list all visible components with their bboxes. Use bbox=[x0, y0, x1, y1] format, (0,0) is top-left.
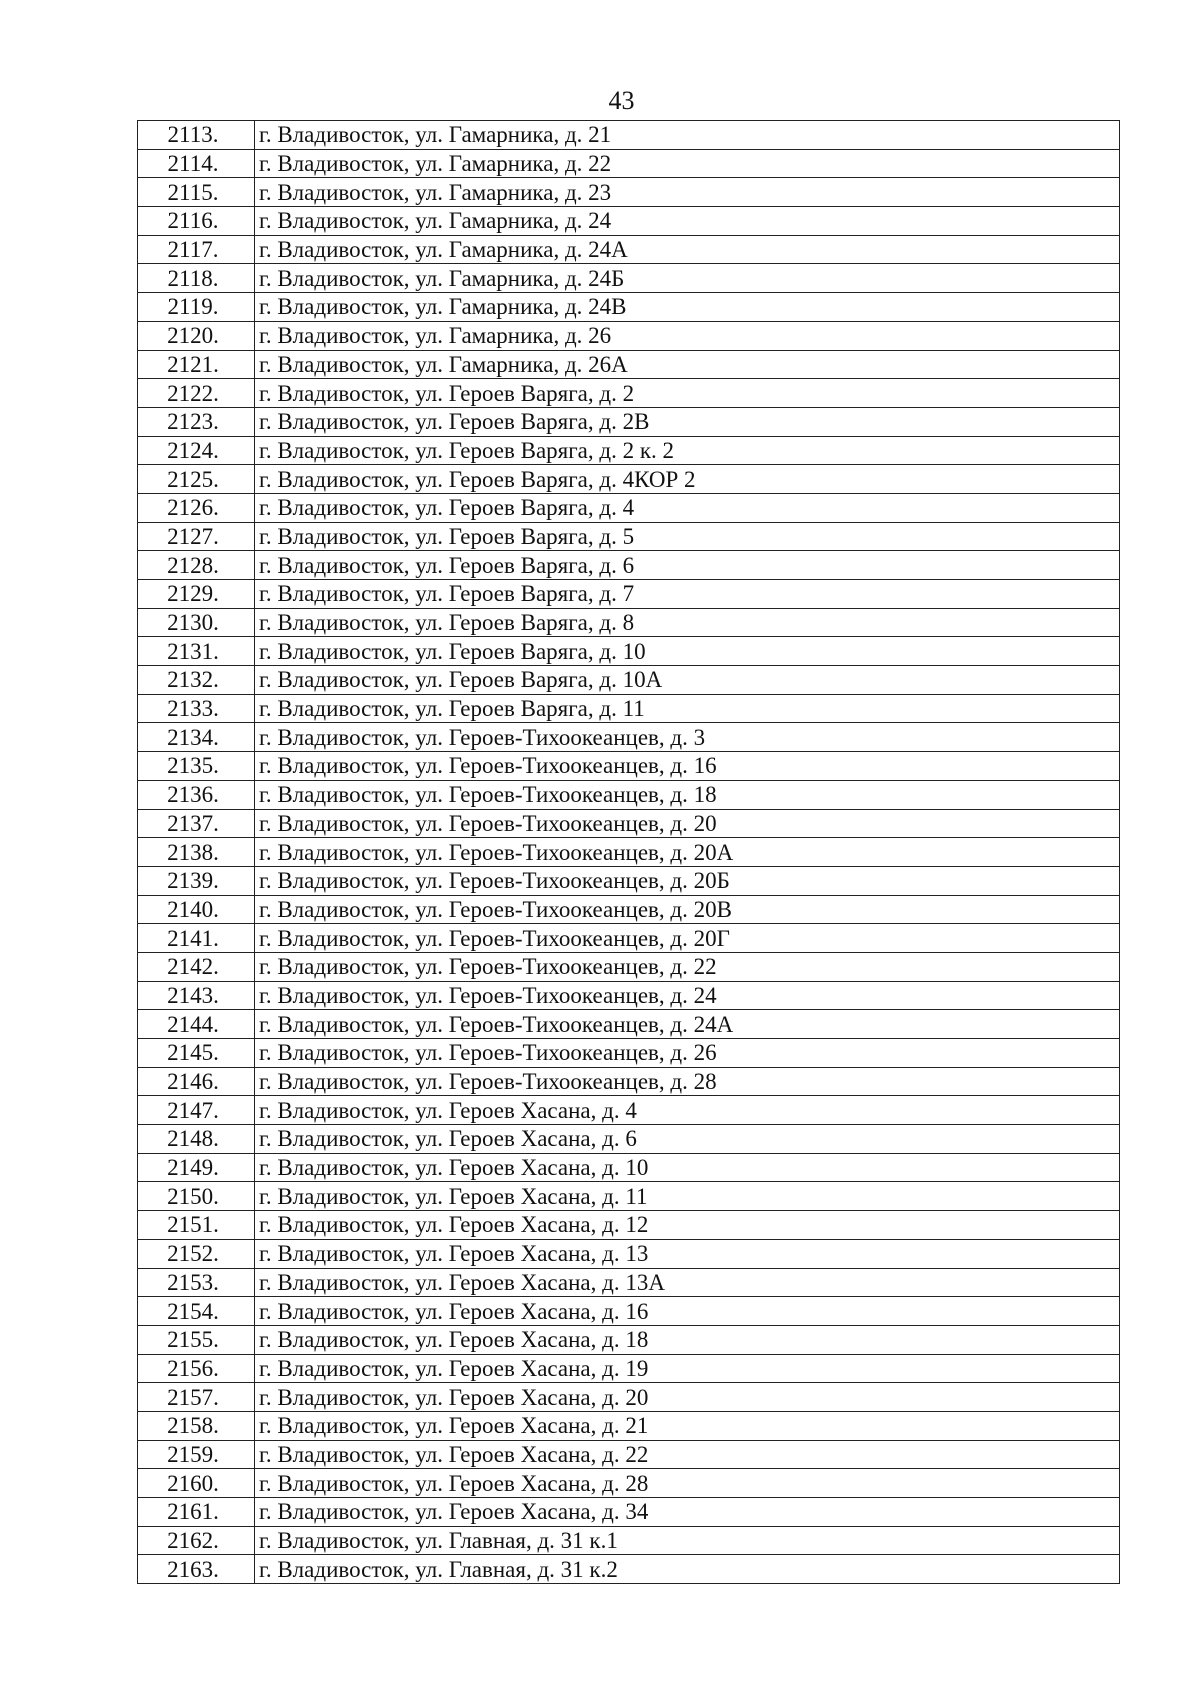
row-number-cell: 2161. bbox=[138, 1498, 255, 1527]
address-cell: г. Владивосток, ул. Героев Хасана, д. 10 bbox=[255, 1153, 1120, 1182]
table-row bbox=[138, 1211, 1120, 1240]
address-cell: г. Владивосток, ул. Гамарника, д. 23 bbox=[255, 178, 1120, 207]
address-cell: г. Владивосток, ул. Героев Хасана, д. 6 bbox=[255, 1125, 1120, 1154]
address-cell: г. Владивосток, ул. Героев-Тихоокеанцев, д. 24А bbox=[255, 1010, 1120, 1039]
address-cell: г. Владивосток, ул. Гамарника, д. 21 bbox=[255, 121, 1120, 150]
table-row bbox=[138, 1268, 1120, 1297]
table-row bbox=[138, 1354, 1120, 1383]
address-cell: г. Владивосток, ул. Героев Хасана, д. 20 bbox=[255, 1383, 1120, 1412]
address-cell: г. Владивосток, ул. Героев Хасана, д. 12 bbox=[255, 1211, 1120, 1240]
table-row bbox=[138, 838, 1120, 867]
table-row bbox=[138, 1411, 1120, 1440]
row-number-cell: 2133. bbox=[138, 694, 255, 723]
address-cell: г. Владивосток, ул. Героев Хасана, д. 13 bbox=[255, 1239, 1120, 1268]
table-row bbox=[138, 551, 1120, 580]
table-row bbox=[138, 1239, 1120, 1268]
row-number-cell: 2150. bbox=[138, 1182, 255, 1211]
page-number: 43 bbox=[608, 86, 635, 115]
table-row bbox=[138, 1526, 1120, 1555]
table-row bbox=[138, 465, 1120, 494]
address-cell: г. Владивосток, ул. Героев-Тихоокеанцев, д. 16 bbox=[255, 752, 1120, 781]
address-cell: г. Владивосток, ул. Героев-Тихоокеанцев, д. 28 bbox=[255, 1067, 1120, 1096]
table-row bbox=[138, 149, 1120, 178]
table-row bbox=[138, 780, 1120, 809]
row-number-cell: 2117. bbox=[138, 235, 255, 264]
row-number-cell: 2143. bbox=[138, 981, 255, 1010]
address-cell: г. Владивосток, ул. Героев-Тихоокеанцев, д. 22 bbox=[255, 952, 1120, 981]
address-cell: г. Владивосток, ул. Героев Хасана, д. 18 bbox=[255, 1325, 1120, 1354]
row-number-cell: 2118. bbox=[138, 264, 255, 293]
table-row bbox=[138, 866, 1120, 895]
row-number-cell: 2124. bbox=[138, 436, 255, 465]
table-row bbox=[138, 666, 1120, 695]
address-cell: г. Владивосток, ул. Гамарника, д. 22 bbox=[255, 149, 1120, 178]
row-number-cell: 2138. bbox=[138, 838, 255, 867]
address-cell: г. Владивосток, ул. Героев Варяга, д. 8 bbox=[255, 608, 1120, 637]
address-cell: г. Владивосток, ул. Героев-Тихоокеанцев, д. 20А bbox=[255, 838, 1120, 867]
table-row bbox=[138, 1182, 1120, 1211]
table-row bbox=[138, 321, 1120, 350]
address-cell: г. Владивосток, ул. Героев-Тихоокеанцев, д. 3 bbox=[255, 723, 1120, 752]
address-cell: г. Владивосток, ул. Героев Варяга, д. 7 bbox=[255, 580, 1120, 609]
address-cell: г. Владивосток, ул. Главная, д. 31 к.1 bbox=[255, 1526, 1120, 1555]
address-cell: г. Владивосток, ул. Гамарника, д. 24А bbox=[255, 235, 1120, 264]
row-number-cell: 2149. bbox=[138, 1153, 255, 1182]
table-row bbox=[138, 350, 1120, 379]
row-number-cell: 2159. bbox=[138, 1440, 255, 1469]
row-number-cell: 2121. bbox=[138, 350, 255, 379]
address-cell: г. Владивосток, ул. Героев-Тихоокеанцев, д. 24 bbox=[255, 981, 1120, 1010]
address-cell: г. Владивосток, ул. Главная, д. 31 к.2 bbox=[255, 1555, 1120, 1584]
table-row bbox=[138, 1039, 1120, 1068]
table-row bbox=[138, 895, 1120, 924]
row-number-cell: 2126. bbox=[138, 493, 255, 522]
row-number-cell: 2123. bbox=[138, 407, 255, 436]
address-cell: г. Владивосток, ул. Героев Хасана, д. 19 bbox=[255, 1354, 1120, 1383]
address-cell: г. Владивосток, ул. Героев-Тихоокеанцев, д. 18 bbox=[255, 780, 1120, 809]
address-cell: г. Владивосток, ул. Героев Хасана, д. 4 bbox=[255, 1096, 1120, 1125]
address-cell: г. Владивосток, ул. Героев Хасана, д. 16 bbox=[255, 1297, 1120, 1326]
table-row bbox=[138, 1125, 1120, 1154]
row-number-cell: 2139. bbox=[138, 866, 255, 895]
address-cell: г. Владивосток, ул. Гамарника, д. 26 bbox=[255, 321, 1120, 350]
table-row bbox=[138, 407, 1120, 436]
table-row bbox=[138, 1469, 1120, 1498]
row-number-cell: 2154. bbox=[138, 1297, 255, 1326]
address-cell: г. Владивосток, ул. Героев Варяга, д. 10 bbox=[255, 637, 1120, 666]
table-row bbox=[138, 1010, 1120, 1039]
table-row bbox=[138, 293, 1120, 322]
table-row bbox=[138, 1096, 1120, 1125]
row-number-cell: 2142. bbox=[138, 952, 255, 981]
table-row bbox=[138, 809, 1120, 838]
table-row bbox=[138, 379, 1120, 408]
table-row bbox=[138, 264, 1120, 293]
row-number-cell: 2130. bbox=[138, 608, 255, 637]
row-number-cell: 2160. bbox=[138, 1469, 255, 1498]
address-cell: г. Владивосток, ул. Героев Хасана, д. 22 bbox=[255, 1440, 1120, 1469]
address-cell: г. Владивосток, ул. Гамарника, д. 24В bbox=[255, 293, 1120, 322]
address-cell: г. Владивосток, ул. Героев Хасана, д. 34 bbox=[255, 1498, 1120, 1527]
row-number-cell: 2120. bbox=[138, 321, 255, 350]
row-number-cell: 2152. bbox=[138, 1239, 255, 1268]
table-row bbox=[138, 723, 1120, 752]
table-row bbox=[138, 522, 1120, 551]
table-row bbox=[138, 580, 1120, 609]
table-row bbox=[138, 608, 1120, 637]
row-number-cell: 2141. bbox=[138, 924, 255, 953]
address-cell: г. Владивосток, ул. Героев Варяга, д. 4КОР 2 bbox=[255, 465, 1120, 494]
row-number-cell: 2162. bbox=[138, 1526, 255, 1555]
row-number-cell: 2163. bbox=[138, 1555, 255, 1584]
row-number-cell: 2125. bbox=[138, 465, 255, 494]
row-number-cell: 2132. bbox=[138, 666, 255, 695]
row-number-cell: 2147. bbox=[138, 1096, 255, 1125]
row-number-cell: 2140. bbox=[138, 895, 255, 924]
row-number-cell: 2148. bbox=[138, 1125, 255, 1154]
table-row bbox=[138, 1297, 1120, 1326]
address-cell: г. Владивосток, ул. Героев Варяга, д. 6 bbox=[255, 551, 1120, 580]
address-cell: г. Владивосток, ул. Героев Варяга, д. 2 bbox=[255, 379, 1120, 408]
row-number-cell: 2122. bbox=[138, 379, 255, 408]
row-number-cell: 2146. bbox=[138, 1067, 255, 1096]
table-row bbox=[138, 1440, 1120, 1469]
row-number-cell: 2113. bbox=[138, 121, 255, 150]
address-cell: г. Владивосток, ул. Героев Варяга, д. 2В bbox=[255, 407, 1120, 436]
row-number-cell: 2114. bbox=[138, 149, 255, 178]
table-row bbox=[138, 1153, 1120, 1182]
row-number-cell: 2155. bbox=[138, 1325, 255, 1354]
address-cell: г. Владивосток, ул. Героев Варяга, д. 2 к. 2 bbox=[255, 436, 1120, 465]
table-row bbox=[138, 981, 1120, 1010]
table-row bbox=[138, 1383, 1120, 1412]
table-row bbox=[138, 924, 1120, 953]
row-number-cell: 2127. bbox=[138, 522, 255, 551]
row-number-cell: 2134. bbox=[138, 723, 255, 752]
table-row bbox=[138, 121, 1120, 150]
table-row bbox=[138, 207, 1120, 236]
table-row bbox=[138, 436, 1120, 465]
row-number-cell: 2158. bbox=[138, 1411, 255, 1440]
address-cell: г. Владивосток, ул. Героев Хасана, д. 11 bbox=[255, 1182, 1120, 1211]
table-row bbox=[138, 694, 1120, 723]
table-row bbox=[138, 178, 1120, 207]
address-cell: г. Владивосток, ул. Героев Варяга, д. 4 bbox=[255, 493, 1120, 522]
row-number-cell: 2115. bbox=[138, 178, 255, 207]
address-cell: г. Владивосток, ул. Героев Варяга, д. 5 bbox=[255, 522, 1120, 551]
row-number-cell: 2151. bbox=[138, 1211, 255, 1240]
address-cell: г. Владивосток, ул. Героев Хасана, д. 13А bbox=[255, 1268, 1120, 1297]
address-table bbox=[137, 120, 1120, 1584]
address-cell: г. Владивосток, ул. Гамарника, д. 24Б bbox=[255, 264, 1120, 293]
row-number-cell: 2128. bbox=[138, 551, 255, 580]
table-row bbox=[138, 637, 1120, 666]
table-row bbox=[138, 493, 1120, 522]
row-number-cell: 2119. bbox=[138, 293, 255, 322]
address-table-body bbox=[138, 121, 1120, 1584]
table-row bbox=[138, 952, 1120, 981]
address-cell: г. Владивосток, ул. Героев Варяга, д. 10А bbox=[255, 666, 1120, 695]
table-row bbox=[138, 1498, 1120, 1527]
table-row bbox=[138, 1555, 1120, 1584]
row-number-cell: 2157. bbox=[138, 1383, 255, 1412]
table-row bbox=[138, 1067, 1120, 1096]
row-number-cell: 2144. bbox=[138, 1010, 255, 1039]
address-cell: г. Владивосток, ул. Героев Хасана, д. 21 bbox=[255, 1411, 1120, 1440]
row-number-cell: 2145. bbox=[138, 1039, 255, 1068]
address-cell: г. Владивосток, ул. Героев Хасана, д. 28 bbox=[255, 1469, 1120, 1498]
address-cell: г. Владивосток, ул. Героев-Тихоокеанцев, д. 20В bbox=[255, 895, 1120, 924]
row-number-cell: 2116. bbox=[138, 207, 255, 236]
address-cell: г. Владивосток, ул. Героев-Тихоокеанцев, д. 20Г bbox=[255, 924, 1120, 953]
address-cell: г. Владивосток, ул. Гамарника, д. 26А bbox=[255, 350, 1120, 379]
address-cell: г. Владивосток, ул. Героев-Тихоокеанцев, д. 20 bbox=[255, 809, 1120, 838]
address-cell: г. Владивосток, ул. Героев Варяга, д. 11 bbox=[255, 694, 1120, 723]
row-number-cell: 2153. bbox=[138, 1268, 255, 1297]
table-row bbox=[138, 1325, 1120, 1354]
row-number-cell: 2129. bbox=[138, 580, 255, 609]
row-number-cell: 2136. bbox=[138, 780, 255, 809]
row-number-cell: 2156. bbox=[138, 1354, 255, 1383]
address-cell: г. Владивосток, ул. Героев-Тихоокеанцев, д. 26 bbox=[255, 1039, 1120, 1068]
table-row bbox=[138, 752, 1120, 781]
row-number-cell: 2137. bbox=[138, 809, 255, 838]
row-number-cell: 2131. bbox=[138, 637, 255, 666]
row-number-cell: 2135. bbox=[138, 752, 255, 781]
address-cell: г. Владивосток, ул. Гамарника, д. 24 bbox=[255, 207, 1120, 236]
table-row bbox=[138, 235, 1120, 264]
address-cell: г. Владивосток, ул. Героев-Тихоокеанцев, д. 20Б bbox=[255, 866, 1120, 895]
